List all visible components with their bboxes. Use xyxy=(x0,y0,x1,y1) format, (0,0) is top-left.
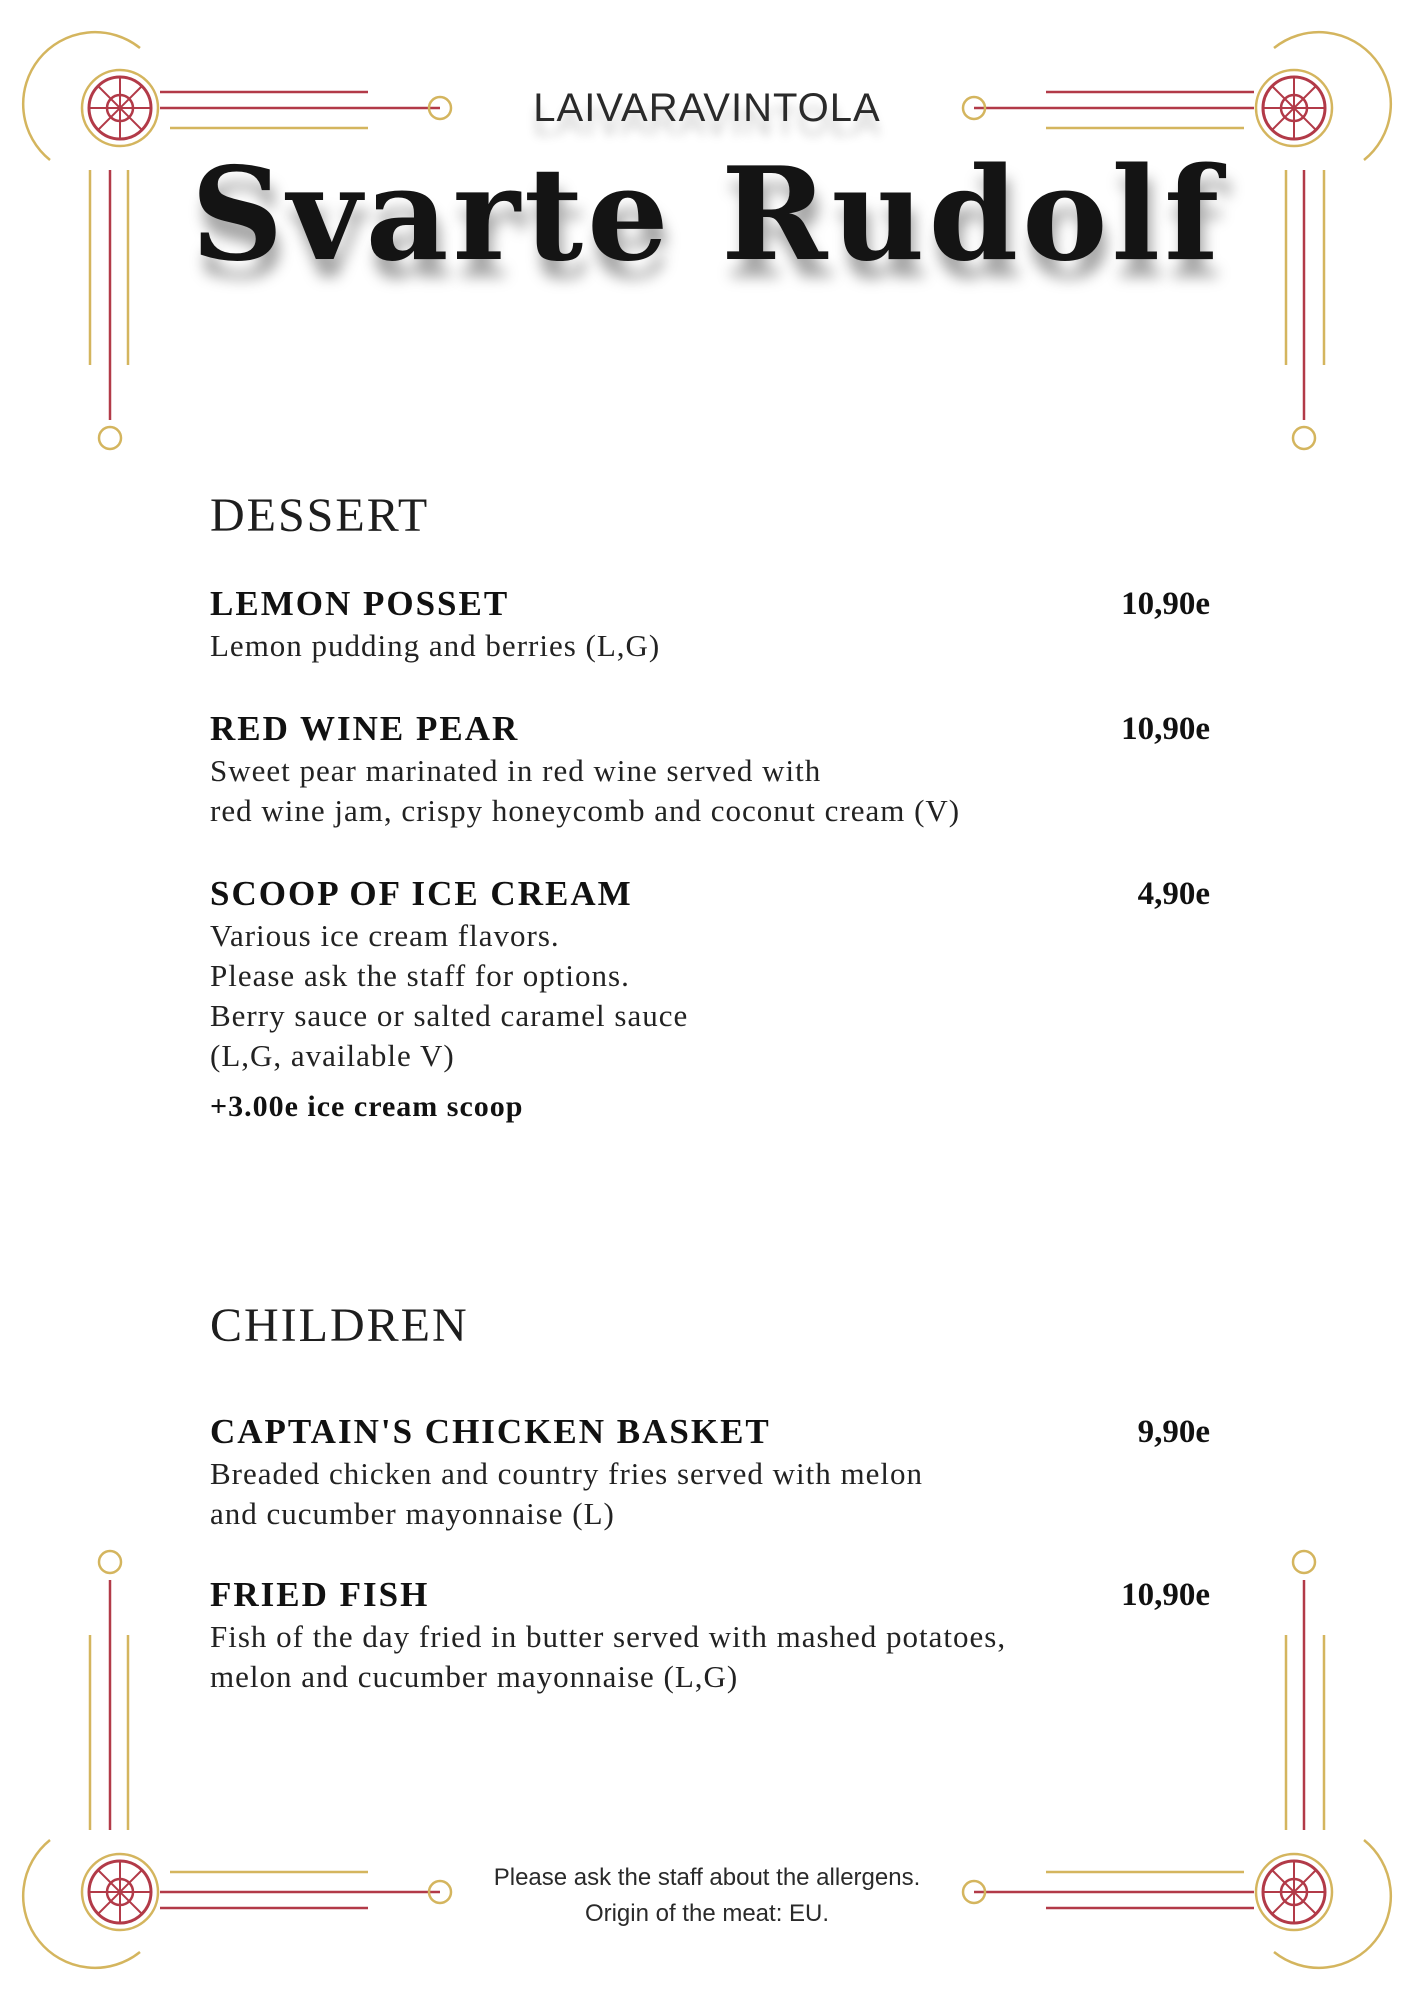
section-title-dessert: DESSERT xyxy=(210,489,430,542)
menu-item-lemon-posset xyxy=(210,582,1210,666)
allergen-note: Please ask the staff about the allergens. xyxy=(493,1864,921,1891)
item-price: 9,90e xyxy=(1137,1414,1210,1450)
meat-origin-note: Origin of the meat: EU. xyxy=(584,1900,830,1927)
footer-notes xyxy=(0,1860,1414,1932)
menu-item-scoop-of-ice-cream xyxy=(210,872,1210,1124)
item-name: CAPTAIN'S CHICKEN BASKET xyxy=(210,1412,771,1451)
item-price: 10,90e xyxy=(1121,586,1210,622)
item-name: LEMON POSSET xyxy=(210,584,510,623)
item-description: Lemon pudding and berries (L,G) xyxy=(210,628,661,663)
item-description: Sweet pear marinated in red wine served with red wine jam, crispy honeycomb and coconut cream (V) xyxy=(210,753,961,828)
item-price: 10,90e xyxy=(1121,1577,1210,1613)
menu-item-red-wine-pear xyxy=(210,707,1210,831)
menu-item-captains-chicken-basket xyxy=(210,1410,1210,1534)
item-price: 4,90e xyxy=(1137,876,1210,912)
venue-subtitle: LAIVARAVINTOLA xyxy=(533,86,881,130)
item-description: Fish of the day fried in butter served with mashed potatoes, melon and cucumber mayonnaise (L,G) xyxy=(210,1619,1007,1694)
menu-item-fried-fish xyxy=(210,1573,1210,1697)
section-title-children: CHILDREN xyxy=(210,1299,469,1352)
item-price: 10,90e xyxy=(1121,711,1210,747)
item-name: SCOOP OF ICE CREAM xyxy=(210,874,633,913)
item-description: Breaded chicken and country fries served with melon and cucumber mayonnaise (L) xyxy=(210,1456,923,1531)
item-extra-option: +3.00e ice cream scoop xyxy=(210,1090,524,1123)
restaurant-name: Svarte Rudolf xyxy=(190,140,1224,290)
item-name: FRIED FISH xyxy=(210,1575,430,1614)
item-name: RED WINE PEAR xyxy=(210,709,520,748)
item-description: Various ice cream flavors. Please ask the staff for options. Berry sauce or salted caramel sauce (L,G, available V) xyxy=(210,918,689,1073)
